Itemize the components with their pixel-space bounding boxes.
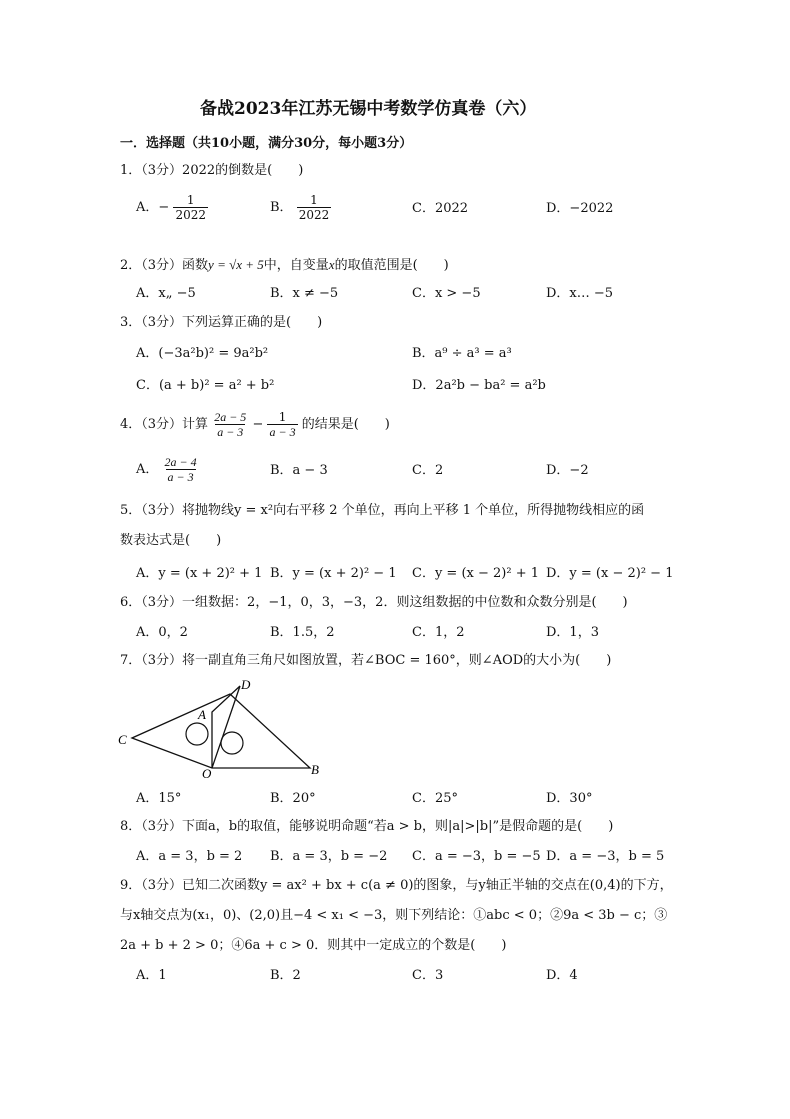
- page-title: 备战2023年江苏无锡中考数学仿真卷（六）: [200, 99, 537, 119]
- fraction-numerator: 1: [310, 193, 318, 207]
- question-9-stem-line-2: 与x轴交点为(x₁，0)、(2,0)且−4 < x₁ < −3，则下列结论：①abc < 0；②9a < 3b − c；③: [120, 908, 668, 923]
- question-2-option-d: D．x… −5: [546, 286, 614, 301]
- point-label-c: C: [118, 732, 127, 747]
- question-4-option-d: D．−2: [546, 463, 589, 478]
- question-1-option-b: [270, 193, 331, 222]
- triangle-cob: [132, 694, 310, 768]
- question-5-option-d: D．y = (x − 2)² − 1: [546, 566, 674, 581]
- question-3-stem: 3．（3分）下列运算正确的是( ): [120, 315, 323, 330]
- question-4-option-a: [136, 455, 199, 484]
- question-7-option-b: B．20°: [270, 791, 316, 806]
- triangle-aod: [212, 686, 240, 768]
- minus-sign: −: [252, 417, 264, 432]
- math-expression: y = √x + 5: [208, 257, 264, 272]
- question-3-option-a: A．(−3a²b)² = 9a²b²: [136, 346, 269, 361]
- point-label-d: D: [241, 677, 251, 692]
- question-9-option-c: C．3: [412, 968, 444, 983]
- question-5-stem-line-2: 数表达式是( ): [120, 533, 222, 548]
- fraction: [173, 193, 208, 222]
- question-8-option-d: D．a = −3，b = 5: [546, 849, 665, 864]
- point-label-a: A: [198, 707, 206, 722]
- ruler-hole-left: [186, 723, 208, 745]
- question-8-stem: 8．（3分）下面a，b的取值，能够说明命题“若a > b，则|a|>|b|”是假命题的是( ): [120, 819, 614, 834]
- question-6-option-c: C．1，2: [412, 625, 465, 640]
- fraction-denominator: a − 3: [167, 470, 194, 484]
- fraction: [212, 410, 248, 439]
- question-6-option-a: A．0，2: [136, 625, 188, 640]
- fraction-numerator: 2a − 4: [164, 455, 197, 469]
- fraction: [267, 410, 297, 439]
- ruler-hole-right: [221, 732, 243, 754]
- fraction-numerator: 1: [186, 193, 195, 207]
- question-1-stem: 1．（3分）2022的倒数是( ): [120, 163, 304, 178]
- section-heading: 一．选择题（共10小题，满分30分，每小题3分）: [120, 136, 413, 151]
- question-7-option-d: D．30°: [546, 791, 593, 806]
- question-1-option-a: [136, 193, 208, 222]
- question-5-stem-line-1: 5．（3分）将抛物线y = x²向右平移 2 个单位，再向上平移 1 个单位，所得抛物线相应的函: [120, 503, 645, 518]
- question-6-option-b: B．1.5，2: [270, 625, 335, 640]
- question-1-option-c: C．2022: [412, 201, 469, 216]
- stem-text: 的取值范围是( ): [334, 258, 449, 273]
- question-6-option-d: D．1，3: [546, 625, 599, 640]
- question-3-option-d: D．2a²b − ba² = a²b: [412, 378, 546, 393]
- triangle-rulers-figure: [110, 676, 335, 784]
- math-variable: x: [328, 257, 335, 272]
- fraction: [297, 193, 332, 222]
- minus-sign: −: [158, 200, 170, 215]
- question-5-option-a: A．y = (x + 2)² + 1: [136, 566, 263, 581]
- question-3-option-c: C．(a + b)² = a² + b²: [136, 378, 275, 393]
- stem-text: 2．（3分）函数: [120, 258, 209, 273]
- question-8-option-c: C．a = −3，b = −5: [412, 849, 541, 864]
- question-9-stem-line-1: 9．（3分）已知二次函数y = ax² + bx + c(a ≠ 0)的图象，与y轴正半轴的交点在(0,4)的下方，: [120, 878, 673, 893]
- question-9-stem-line-3: 2a + b + 2 > 0；④6a + c > 0．则其中一定成立的个数是( ): [120, 938, 507, 953]
- question-5-option-b: B．y = (x + 2)² − 1: [270, 566, 397, 581]
- option-label: B．: [270, 200, 293, 215]
- question-9-option-a: A．1: [136, 968, 167, 983]
- question-7-stem: 7．（3分）将一副直角三角尺如图放置，若∠BOC = 160°，则∠AOD的大小为( ): [120, 653, 612, 668]
- question-6-stem: 6．（3分）一组数据：2，−1，0，3，−3，2．则这组数据的中位数和众数分别是( ): [120, 595, 628, 610]
- question-7-option-c: C．25°: [412, 791, 458, 806]
- question-4-stem: [120, 410, 390, 439]
- fraction-numerator: 1: [278, 410, 287, 424]
- question-8-option-b: B．a = 3，b = −2: [270, 849, 388, 864]
- fraction-numerator: 2a − 5: [214, 410, 247, 424]
- option-label: A．: [136, 462, 159, 477]
- fraction: [163, 455, 199, 484]
- point-label-b: B: [311, 762, 319, 777]
- question-7-option-a: A．15°: [136, 791, 182, 806]
- stem-text: 中，自变量: [263, 258, 329, 273]
- fraction-denominator: a − 3: [217, 425, 244, 439]
- fraction-denominator: 2022: [298, 208, 330, 222]
- fraction-denominator: a − 3: [269, 425, 296, 439]
- question-8-option-a: A．a = 3，b = 2: [136, 849, 243, 864]
- question-2-option-a: A．x„ −5: [136, 286, 196, 301]
- stem-text: 的结果是( ): [301, 417, 390, 432]
- question-4-option-c: C．2: [412, 463, 444, 478]
- fraction-denominator: 2022: [175, 208, 206, 222]
- question-4-option-b: B．a − 3: [270, 463, 328, 478]
- question-2-stem: [120, 257, 449, 274]
- question-9-option-b: B．2: [270, 968, 301, 983]
- question-2-option-c: C．x > −5: [412, 286, 481, 301]
- question-2-option-b: B．x ≠ −5: [270, 286, 339, 301]
- question-5-option-c: C．y = (x − 2)² + 1: [412, 566, 539, 581]
- point-label-o: O: [202, 766, 212, 781]
- option-label: A．: [136, 200, 159, 215]
- question-9-option-d: D．4: [546, 968, 578, 983]
- stem-text: 4．（3分）计算: [120, 417, 209, 432]
- question-1-option-d: D．−2022: [546, 201, 614, 216]
- question-3-option-b: B．a⁹ ÷ a³ = a³: [412, 346, 512, 361]
